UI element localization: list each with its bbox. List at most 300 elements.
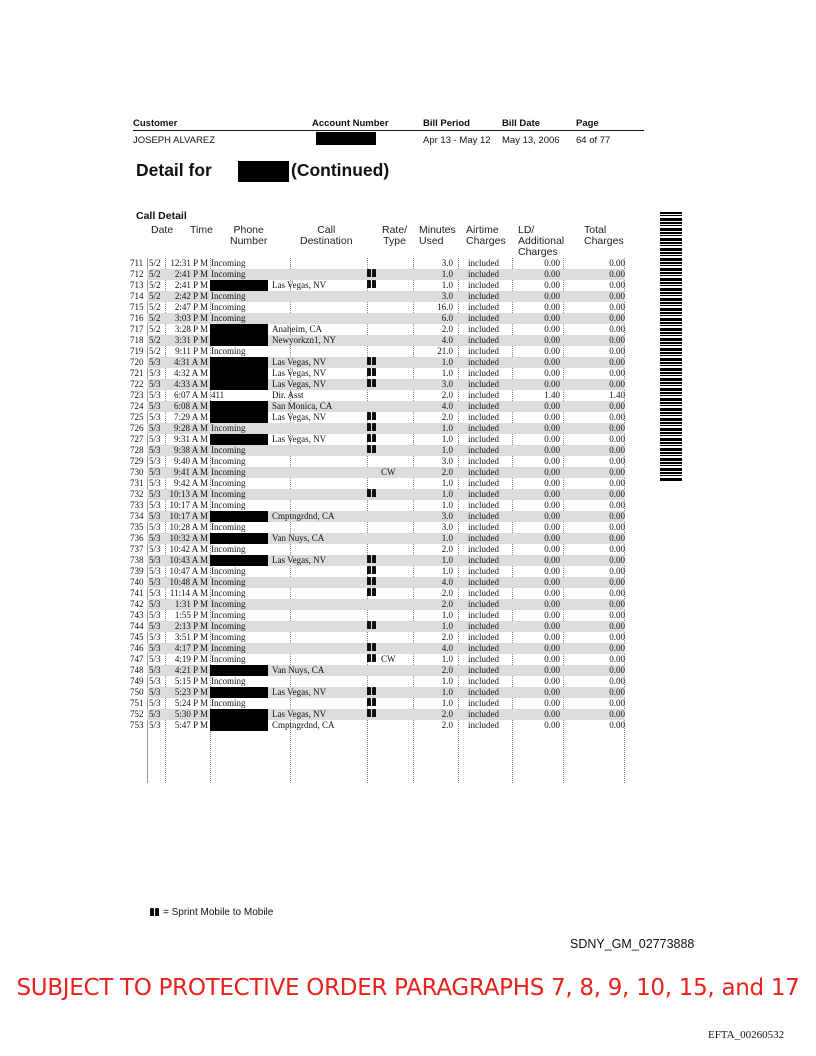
mobile-to-mobile-icon (367, 357, 377, 368)
minutes-used: 1.0 (441, 434, 453, 444)
minutes-used: 2.0 (441, 665, 453, 675)
airtime-charges: included (468, 445, 499, 455)
call-time: 10:47 A M (169, 566, 208, 576)
airtime-charges: included (468, 368, 499, 378)
total-charges: 0.00 (609, 335, 625, 345)
row-number: 748 (130, 665, 144, 675)
table-row (130, 302, 625, 313)
row-number: 729 (130, 456, 144, 466)
ld-charges: 0.00 (544, 434, 560, 444)
total-charges: 0.00 (609, 654, 625, 664)
call-date: 5/2 (149, 324, 161, 334)
row-number: 711 (130, 258, 144, 268)
airtime-charges: included (468, 511, 499, 521)
call-time: 2:41 P M (174, 280, 208, 290)
table-row (130, 434, 625, 445)
total-charges: 0.00 (609, 258, 625, 268)
row-number: 728 (130, 445, 144, 455)
table-row (130, 401, 625, 412)
customer-label: Customer (133, 118, 178, 129)
minutes-used: 2.0 (441, 324, 453, 334)
ld-charges: 0.00 (544, 302, 560, 312)
phone-number: Incoming (211, 588, 246, 598)
bill-period-label: Bill Period (423, 118, 470, 129)
table-row (130, 269, 625, 280)
minutes-used: 1.0 (441, 566, 453, 576)
minutes-used: 3.0 (441, 522, 453, 532)
minutes-used: 1.0 (441, 654, 453, 664)
table-row (130, 456, 625, 467)
row-number: 734 (130, 511, 144, 521)
minutes-used: 1.0 (441, 489, 453, 499)
call-time: 12:31 P M (170, 258, 208, 268)
ld-charges: 0.00 (544, 379, 560, 389)
bill-period: Apr 13 - May 12 (423, 135, 491, 146)
minutes-used: 2.0 (441, 709, 453, 719)
minutes-used: 1.0 (441, 368, 453, 378)
call-time: 2:47 P M (174, 302, 208, 312)
airtime-charges: included (468, 390, 499, 400)
minutes-used: 3.0 (441, 379, 453, 389)
phone-redaction (210, 280, 268, 291)
row-number: 727 (130, 434, 144, 444)
total-charges: 0.00 (609, 489, 625, 499)
row-number: 738 (130, 555, 144, 565)
airtime-charges: included (468, 335, 499, 345)
call-time: 7:29 A M (173, 412, 208, 422)
header-rule (133, 130, 644, 131)
total-charges: 0.00 (609, 401, 625, 411)
row-number: 723 (130, 390, 144, 400)
phone-redaction (210, 720, 268, 731)
minutes-used: 4.0 (441, 577, 453, 587)
call-date: 5/3 (149, 522, 161, 532)
call-date: 5/3 (149, 709, 161, 719)
mobile-to-mobile-icon (367, 412, 377, 423)
minutes-used: 1.0 (441, 280, 453, 290)
minutes-used: 3.0 (441, 456, 453, 466)
call-destination: Anaheim, CA (272, 324, 322, 334)
ld-charges: 0.00 (544, 621, 560, 631)
table-row (130, 643, 625, 654)
row-number: 735 (130, 522, 144, 532)
total-charges: 0.00 (609, 280, 625, 290)
protective-order-notice: SUBJECT TO PROTECTIVE ORDER PARAGRAPHS 7, 8, 9, 10, 15, and 17 (16, 975, 800, 1001)
total-charges: 0.00 (609, 500, 625, 510)
call-time: 6:08 A M (173, 401, 208, 411)
call-time: 3:31 P M (174, 335, 208, 345)
table-row (130, 478, 625, 489)
row-number: 715 (130, 302, 144, 312)
row-number: 739 (130, 566, 144, 576)
minutes-used: 2.0 (441, 544, 453, 554)
minutes-used: 3.0 (441, 258, 453, 268)
airtime-charges: included (468, 522, 499, 532)
phone-number: Incoming (211, 269, 246, 279)
call-time: 9:38 A M (173, 445, 208, 455)
ld-charges: 0.00 (544, 423, 560, 433)
call-date: 5/3 (149, 533, 161, 543)
airtime-charges: included (468, 313, 499, 323)
row-number: 731 (130, 478, 144, 488)
row-number: 740 (130, 577, 144, 587)
call-destination: Dir. Asst (272, 390, 304, 400)
mobile-to-mobile-icon (367, 269, 377, 280)
mobile-to-mobile-icon (367, 368, 377, 379)
call-time: 9:41 A M (173, 467, 208, 477)
total-charges: 0.00 (609, 610, 625, 620)
table-row (130, 533, 625, 544)
ld-charges: 0.00 (544, 500, 560, 510)
mobile-to-mobile-icon (367, 434, 377, 445)
call-time: 5:24 P M (174, 698, 208, 708)
efta-number: EFTA_00260532 (708, 1029, 785, 1041)
minutes-used: 2.0 (441, 588, 453, 598)
row-number: 718 (130, 335, 144, 345)
call-destination: Las Vegas, NV (272, 434, 327, 444)
mobile-to-mobile-icon (367, 654, 377, 665)
row-number: 753 (130, 720, 144, 730)
ld-charges: 0.00 (544, 687, 560, 697)
total-charges: 0.00 (609, 511, 625, 521)
table-row (130, 566, 625, 577)
call-time: 9:28 A M (173, 423, 208, 433)
phone-redaction (210, 555, 268, 566)
table-row (130, 423, 625, 434)
call-time: 5:15 P M (174, 676, 208, 686)
airtime-charges: included (468, 489, 499, 499)
phone-redaction (210, 511, 268, 522)
call-type: CW (381, 467, 396, 477)
phone-number: Incoming (211, 621, 246, 631)
call-date: 5/3 (149, 511, 161, 521)
row-number: 720 (130, 357, 144, 367)
total-charges: 0.00 (609, 445, 625, 455)
table-row (130, 676, 625, 687)
phone-redaction (210, 379, 268, 390)
call-destination: Van Nuys, CA (272, 533, 325, 543)
total-charges: 0.00 (609, 522, 625, 532)
airtime-charges: included (468, 698, 499, 708)
call-time: 5:47 P M (174, 720, 208, 730)
row-number: 751 (130, 698, 144, 708)
table-row (130, 577, 625, 588)
row-number: 726 (130, 423, 144, 433)
minutes-used: 1.0 (441, 533, 453, 543)
minutes-used: 1.0 (441, 555, 453, 565)
call-time: 11:14 A M (169, 588, 208, 598)
row-number: 750 (130, 687, 144, 697)
table-row (130, 346, 625, 357)
call-destination: Las Vegas, NV (272, 357, 327, 367)
ld-charges: 0.00 (544, 456, 560, 466)
minutes-used: 1.0 (441, 478, 453, 488)
phone-redaction (210, 324, 268, 335)
airtime-charges: included (468, 500, 499, 510)
detail-title-prefix: Detail for (136, 160, 212, 180)
table-row (130, 654, 625, 665)
ld-charges: 0.00 (544, 346, 560, 356)
call-date: 5/2 (149, 302, 161, 312)
total-charges: 0.00 (609, 643, 625, 653)
total-charges: 0.00 (609, 368, 625, 378)
phone-number: Incoming (211, 544, 246, 554)
minutes-used: 4.0 (441, 643, 453, 653)
call-date: 5/2 (149, 335, 161, 345)
table-row (130, 324, 625, 335)
airtime-charges: included (468, 346, 499, 356)
row-number: 745 (130, 632, 144, 642)
call-date: 5/3 (149, 500, 161, 510)
ld-charges: 0.00 (544, 412, 560, 422)
phone-number: Incoming (211, 489, 246, 499)
mobile-to-mobile-icon (367, 445, 377, 456)
table-row (130, 335, 625, 346)
row-number: 724 (130, 401, 144, 411)
col-header-ld: LD/ Additional Charges (518, 224, 565, 258)
phone-number: Incoming (211, 566, 246, 576)
mobile-to-mobile-icon (367, 621, 377, 632)
row-number: 736 (130, 533, 144, 543)
minutes-used: 1.0 (441, 269, 453, 279)
row-number: 713 (130, 280, 144, 290)
call-date: 5/3 (149, 423, 161, 433)
phone-number: Incoming (211, 258, 246, 268)
table-row (130, 313, 625, 324)
total-charges: 0.00 (609, 467, 625, 477)
ld-charges: 0.00 (544, 544, 560, 554)
table-row (130, 467, 625, 478)
mobile-to-mobile-icon (367, 643, 377, 654)
call-date: 5/3 (149, 577, 161, 587)
row-number: 732 (130, 489, 144, 499)
table-row (130, 544, 625, 555)
call-date: 5/3 (149, 599, 161, 609)
ld-charges: 0.00 (544, 577, 560, 587)
airtime-charges: included (468, 291, 499, 301)
call-time: 2:42 P M (174, 291, 208, 301)
table-row (130, 687, 625, 698)
ld-charges: 0.00 (544, 291, 560, 301)
call-time: 10:32 A M (169, 533, 208, 543)
phone-number: Incoming (211, 676, 246, 686)
mobile-to-mobile-icon (367, 577, 377, 588)
row-number: 752 (130, 709, 144, 719)
airtime-charges: included (468, 478, 499, 488)
ld-charges: 0.00 (544, 665, 560, 675)
account-number-label: Account Number (312, 118, 389, 129)
total-charges: 0.00 (609, 357, 625, 367)
phone-number: Incoming (211, 522, 246, 532)
minutes-used: 3.0 (441, 291, 453, 301)
minutes-used: 2.0 (441, 632, 453, 642)
call-time: 10:17 A M (169, 500, 208, 510)
call-time: 10:28 A M (169, 522, 208, 532)
row-number: 741 (130, 588, 144, 598)
bill-date-label: Bill Date (502, 118, 541, 129)
table-row (130, 621, 625, 632)
phone-redaction (210, 335, 268, 346)
row-number: 730 (130, 467, 144, 477)
total-charges: 0.00 (609, 665, 625, 675)
table-row (130, 720, 625, 731)
row-number: 749 (130, 676, 144, 686)
call-time: 3:28 P M (174, 324, 208, 334)
ld-charges: 0.00 (544, 555, 560, 565)
phone-redaction (210, 687, 268, 698)
mobile-to-mobile-icon (367, 698, 377, 709)
airtime-charges: included (468, 654, 499, 664)
table-row (130, 632, 625, 643)
total-charges: 1.40 (609, 390, 625, 400)
total-charges: 0.00 (609, 346, 625, 356)
call-date: 5/3 (149, 456, 161, 466)
call-date: 5/3 (149, 610, 161, 620)
call-destination: Las Vegas, NV (272, 709, 327, 719)
airtime-charges: included (468, 610, 499, 620)
call-destination: Las Vegas, NV (272, 687, 327, 697)
call-date: 5/3 (149, 588, 161, 598)
phone-redaction (210, 434, 268, 445)
ld-charges: 0.00 (544, 335, 560, 345)
minutes-used: 16.0 (437, 302, 453, 312)
call-date: 5/3 (149, 478, 161, 488)
call-date: 5/3 (149, 467, 161, 477)
col-header-destination: Call Destination (300, 224, 353, 247)
airtime-charges: included (468, 676, 499, 686)
row-number: 719 (130, 346, 144, 356)
table-row (130, 522, 625, 533)
airtime-charges: included (468, 280, 499, 290)
airtime-charges: included (468, 709, 499, 719)
table-row (130, 511, 625, 522)
airtime-charges: included (468, 544, 499, 554)
call-date: 5/3 (149, 654, 161, 664)
table-row (130, 555, 625, 566)
col-header-time: Time (190, 224, 213, 236)
phone-number: Incoming (211, 445, 246, 455)
phone-redaction (210, 412, 268, 423)
call-time: 1:55 P M (174, 610, 208, 620)
airtime-charges: included (468, 665, 499, 675)
row-number: 742 (130, 599, 144, 609)
total-charges: 0.00 (609, 577, 625, 587)
phone-redaction (210, 368, 268, 379)
customer-name: JOSEPH ALVAREZ (133, 135, 216, 146)
call-date: 5/3 (149, 720, 161, 730)
ld-charges: 0.00 (544, 698, 560, 708)
phone-redaction (210, 401, 268, 412)
col-header-date: Date (151, 224, 174, 236)
total-charges: 0.00 (609, 412, 625, 422)
call-date: 5/3 (149, 544, 161, 554)
total-charges: 0.00 (609, 555, 625, 565)
call-time: 2:41 P M (174, 269, 208, 279)
row-number: 725 (130, 412, 144, 422)
detail-title-suffix: (Continued) (291, 160, 390, 180)
table-row (130, 588, 625, 599)
ld-charges: 0.00 (544, 720, 560, 730)
call-date: 5/3 (149, 357, 161, 367)
airtime-charges: included (468, 467, 499, 477)
call-date: 5/3 (149, 434, 161, 444)
ld-charges: 0.00 (544, 489, 560, 499)
minutes-used: 1.0 (441, 687, 453, 697)
airtime-charges: included (468, 357, 499, 367)
minutes-used: 1.0 (441, 423, 453, 433)
total-charges: 0.00 (609, 313, 625, 323)
ld-charges: 0.00 (544, 258, 560, 268)
airtime-charges: included (468, 324, 499, 334)
row-number: 747 (130, 654, 144, 664)
total-charges: 0.00 (609, 566, 625, 576)
bill-date: May 13, 2006 (502, 135, 560, 146)
table-row (130, 379, 625, 390)
total-charges: 0.00 (609, 676, 625, 686)
ld-charges: 0.00 (544, 478, 560, 488)
call-date: 5/2 (149, 291, 161, 301)
ld-charges: 0.00 (544, 588, 560, 598)
bates-number: SDNY_GM_02773888 (570, 937, 695, 951)
detail-title (136, 160, 390, 181)
call-destination: Las Vegas, NV (272, 368, 327, 378)
phone-redaction (210, 665, 268, 676)
call-destination: Las Vegas, NV (272, 379, 327, 389)
minutes-used: 1.0 (441, 500, 453, 510)
call-date: 5/3 (149, 555, 161, 565)
airtime-charges: included (468, 258, 499, 268)
col-header-minutes: Minutes Used (419, 224, 456, 247)
ld-charges: 0.00 (544, 324, 560, 334)
row-number: 721 (130, 368, 144, 378)
row-number: 717 (130, 324, 144, 334)
airtime-charges: included (468, 555, 499, 565)
total-charges: 0.00 (609, 621, 625, 631)
ld-charges: 0.00 (544, 654, 560, 664)
airtime-charges: included (468, 269, 499, 279)
total-charges: 0.00 (609, 632, 625, 642)
airtime-charges: included (468, 302, 499, 312)
table-row (130, 280, 625, 291)
mobile-to-mobile-icon (367, 566, 377, 577)
title-redaction (238, 161, 289, 182)
call-date: 5/3 (149, 445, 161, 455)
call-time: 4:21 P M (174, 665, 208, 675)
call-type: CW (381, 654, 396, 664)
total-charges: 0.00 (609, 588, 625, 598)
airtime-charges: included (468, 379, 499, 389)
phone-number: Incoming (211, 291, 246, 301)
phone-number: Incoming (211, 632, 246, 642)
airtime-charges: included (468, 621, 499, 631)
ld-charges: 0.00 (544, 709, 560, 719)
phone-redaction (210, 357, 268, 368)
minutes-used: 1.0 (441, 610, 453, 620)
page-number: 64 of 77 (576, 135, 611, 146)
total-charges: 0.00 (609, 379, 625, 389)
call-date: 5/3 (149, 368, 161, 378)
call-time: 9:40 A M (173, 456, 208, 466)
legend-text: = Sprint Mobile to Mobile (163, 907, 274, 918)
mobile-to-mobile-icon (367, 709, 377, 720)
mobile-to-mobile-icon (367, 588, 377, 599)
call-date: 5/3 (149, 632, 161, 642)
row-number: 743 (130, 610, 144, 620)
call-date: 5/3 (149, 665, 161, 675)
phone-number: Incoming (211, 610, 246, 620)
call-date: 5/3 (149, 379, 161, 389)
table-row (130, 610, 625, 621)
